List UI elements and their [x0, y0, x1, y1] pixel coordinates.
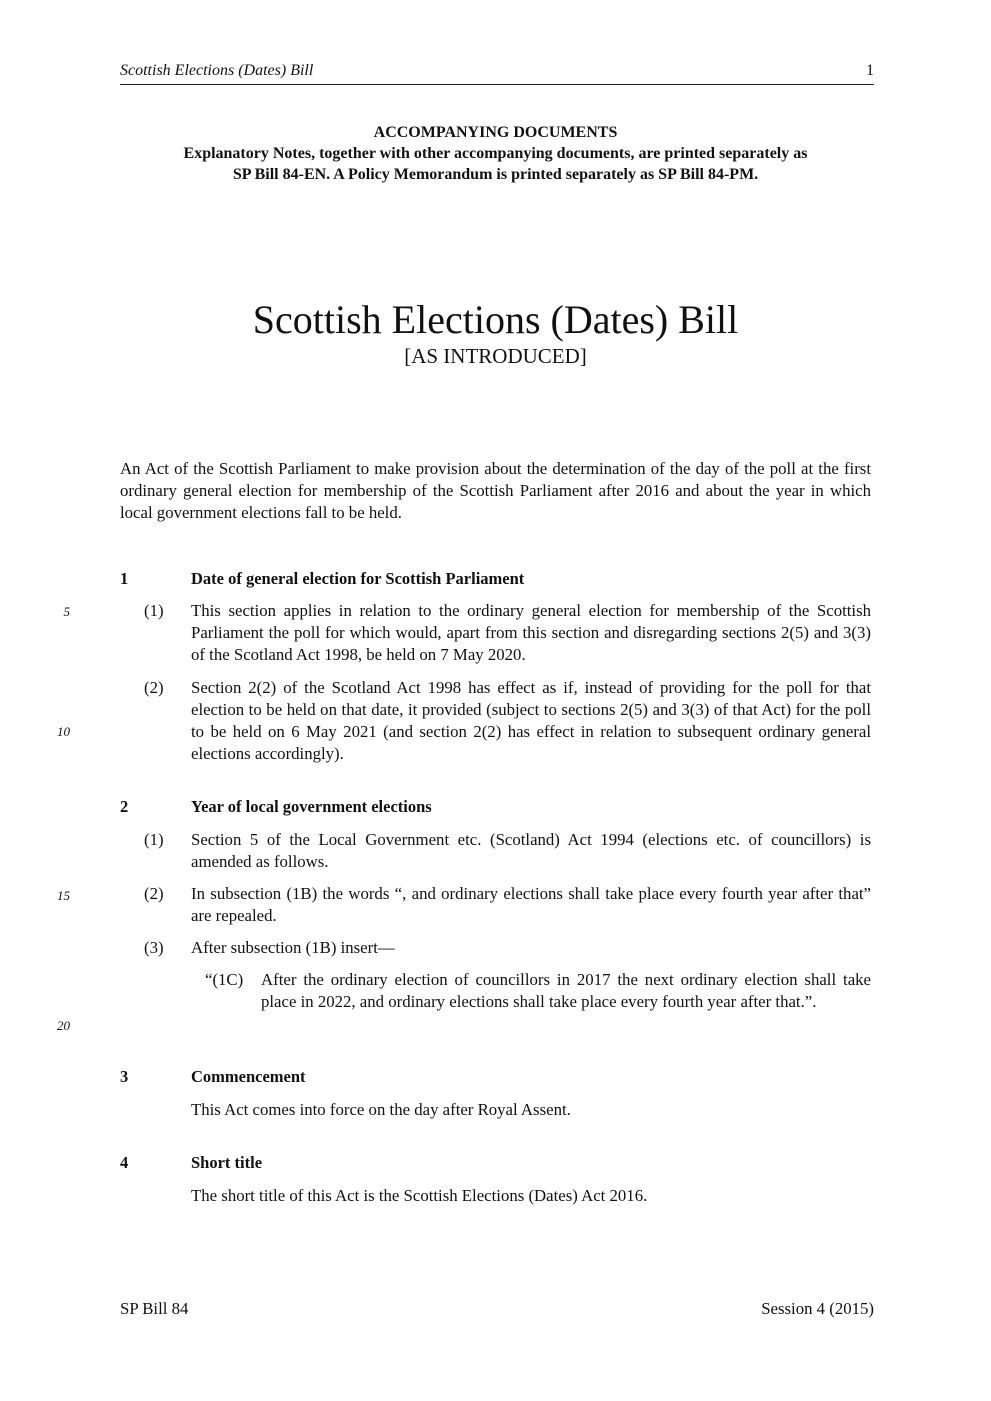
accompanying-line-2: SP Bill 84-EN. A Policy Memorandum is printed separately as SP Bill 84-PM. [232, 166, 759, 183]
footer-bill-reference: SP Bill 84 [120, 1299, 189, 1318]
section-2-subsection-3-text: After subsection (1B) insert— [191, 938, 395, 957]
quoted-subsection-text: After the ordinary election of councillors in 2017 the next ordinary election shall take place in 2022, and ordinary elections shall take place every fourth year after that.”. [261, 970, 871, 1011]
section-1-heading: Date of general election for Scottish Parliament [191, 569, 525, 588]
section-2-subsection-2-text: In subsection (1B) the words “, and ordinary elections shall take place every fourth year after that” are repealed. [191, 884, 871, 925]
section-2-subsection-2-number: (2) [144, 884, 164, 903]
section-2-number: 2 [120, 797, 129, 816]
section-4-text: The short title of this Act is the Scottish Elections (Dates) Act 2016. [191, 1186, 648, 1205]
section-2-subsection-3-number: (3) [144, 938, 164, 957]
long-title: An Act of the Scottish Parliament to make provision about the determination of the day of the poll at the first ordinary general election for membership of the Scottish Parliament after 2016 and about the year in which local government elections fall to be held. [120, 459, 871, 522]
bill-status: [AS INTRODUCED] [404, 344, 587, 368]
line-number-20: 20 [57, 1018, 70, 1033]
line-number-10: 10 [57, 724, 70, 739]
line-number-5: 5 [63, 604, 70, 619]
line-number-15: 15 [57, 888, 70, 903]
section-1-subsection-2-text: Section 2(2) of the Scotland Act 1998 has effect as if, instead of providing for the poll for that election to be held on that date, it provided (subject to sections 2(5) and 3(3) of that Act) for the poll to be held on 6 May 2021 (and section 2(2) has effect in relation to subsequent ordinary general elections accordingly). [191, 678, 871, 763]
page-number: 1 [866, 62, 874, 79]
section-1-subsection-1-text: This section applies in relation to the ordinary general election for membership of the Scottish Parliament the poll for which would, apart from this section and disregarding sections 2(5) and 3(3) of the Scotland Act 1998, be held on 7 May 2020. [191, 601, 871, 664]
section-1-subsection-1-number: (1) [144, 601, 164, 620]
running-header [120, 62, 874, 85]
footer-session: Session 4 (2015) [761, 1299, 874, 1318]
accompanying-line-1: Explanatory Notes, together with other accompanying documents, are printed separately as [183, 145, 808, 162]
section-3-number: 3 [120, 1067, 129, 1086]
section-1-number: 1 [120, 569, 129, 588]
section-4-number: 4 [120, 1153, 129, 1172]
accompanying-heading: ACCOMPANYING DOCUMENTS [373, 124, 618, 141]
section-2-subsection-1-number: (1) [144, 830, 164, 849]
section-3-heading: Commencement [191, 1067, 306, 1086]
accompanying-documents-notice [100, 122, 891, 185]
section-2-subsection-1-text: Section 5 of the Local Government etc. (Scotland) Act 1994 (elections etc. of councillors) is amended as follows. [191, 830, 871, 871]
running-title: Scottish Elections (Dates) Bill [120, 62, 314, 79]
section-4-heading: Short title [191, 1153, 263, 1172]
bill-title: Scottish Elections (Dates) Bill [252, 297, 739, 342]
quoted-subsection-number: “(1C) [205, 970, 244, 989]
section-3-text: This Act comes into force on the day after Royal Assent. [191, 1100, 571, 1119]
section-2-heading: Year of local government elections [191, 797, 432, 816]
section-1-subsection-2-number: (2) [144, 678, 164, 697]
